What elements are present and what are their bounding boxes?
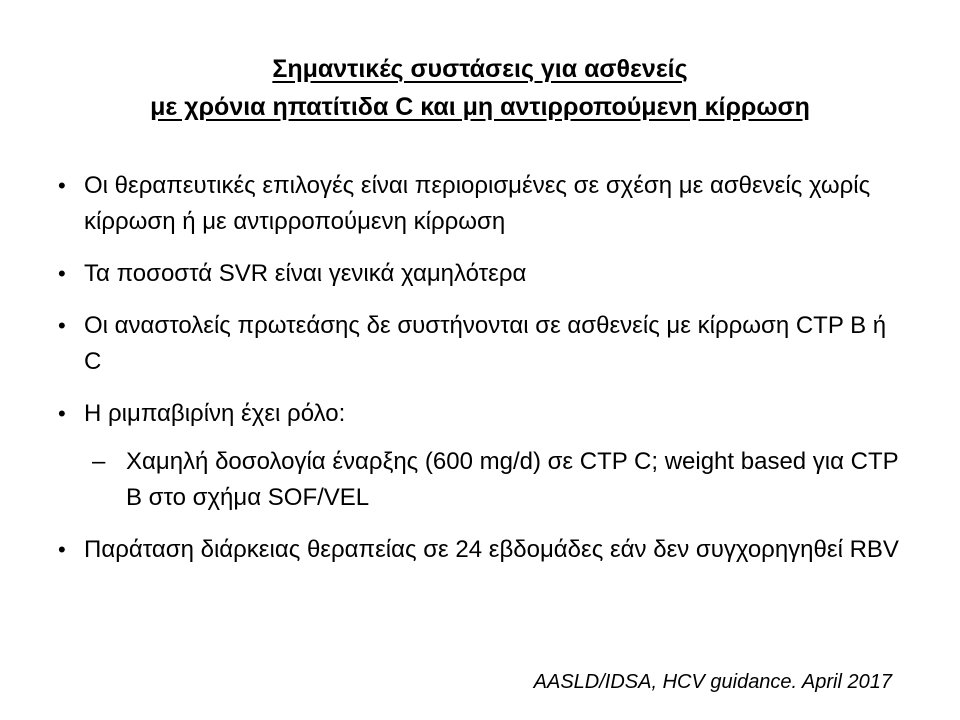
bullet-item: [0, 256, 960, 292]
title-line-1: Σημαντικές συστάσεις για ασθενείς: [272, 55, 688, 83]
sub-bullet-item: [0, 444, 960, 516]
bullet-item: [0, 532, 960, 568]
slide-title: [60, 50, 900, 126]
bullet-text: Οι θεραπευτικές επιλογές είναι περιορισμένες σε σχέση με ασθενείς χωρίς κίρρωση ή με αντιρροπούμενη κίρρωση: [84, 172, 871, 235]
bullet-mark: •: [58, 261, 66, 286]
sub-bullet-mark: –: [92, 448, 106, 475]
bullet-item: [0, 168, 960, 240]
bullet-text: Η ριμπαβιρίνη έχει ρόλο:: [84, 400, 346, 427]
sub-bullet-text: Χαμηλή δοσολογία έναρξης (600 mg/d) σε CTP C; weight based για CTP B στο σχήμα SOF/VEL: [126, 448, 899, 511]
bullet-text: Παράταση διάρκειας θεραπείας σε 24 εβδομάδες εάν δεν συγχορηγηθεί RBV: [84, 536, 899, 563]
title-line-2: με χρόνια ηπατίτιδα C και μη αντιρροπούμενη κίρρωση: [150, 93, 810, 121]
bullet-item: [0, 396, 960, 432]
bullet-mark: •: [58, 313, 66, 338]
bullet-item: [0, 308, 960, 380]
bullet-list: [0, 168, 960, 584]
bullet-text: Οι αναστολείς πρωτεάσης δε συστήνονται σε ασθενείς με κίρρωση CTP B ή C: [84, 312, 887, 375]
bullet-text: Τα ποσοστά SVR είναι γενικά χαμηλότερα: [84, 260, 527, 287]
citation: AASLD/IDSA, HCV guidance. April 2017: [533, 671, 892, 693]
bullet-mark: •: [58, 173, 66, 198]
bullet-mark: •: [58, 401, 66, 426]
bullet-mark: •: [58, 537, 66, 562]
